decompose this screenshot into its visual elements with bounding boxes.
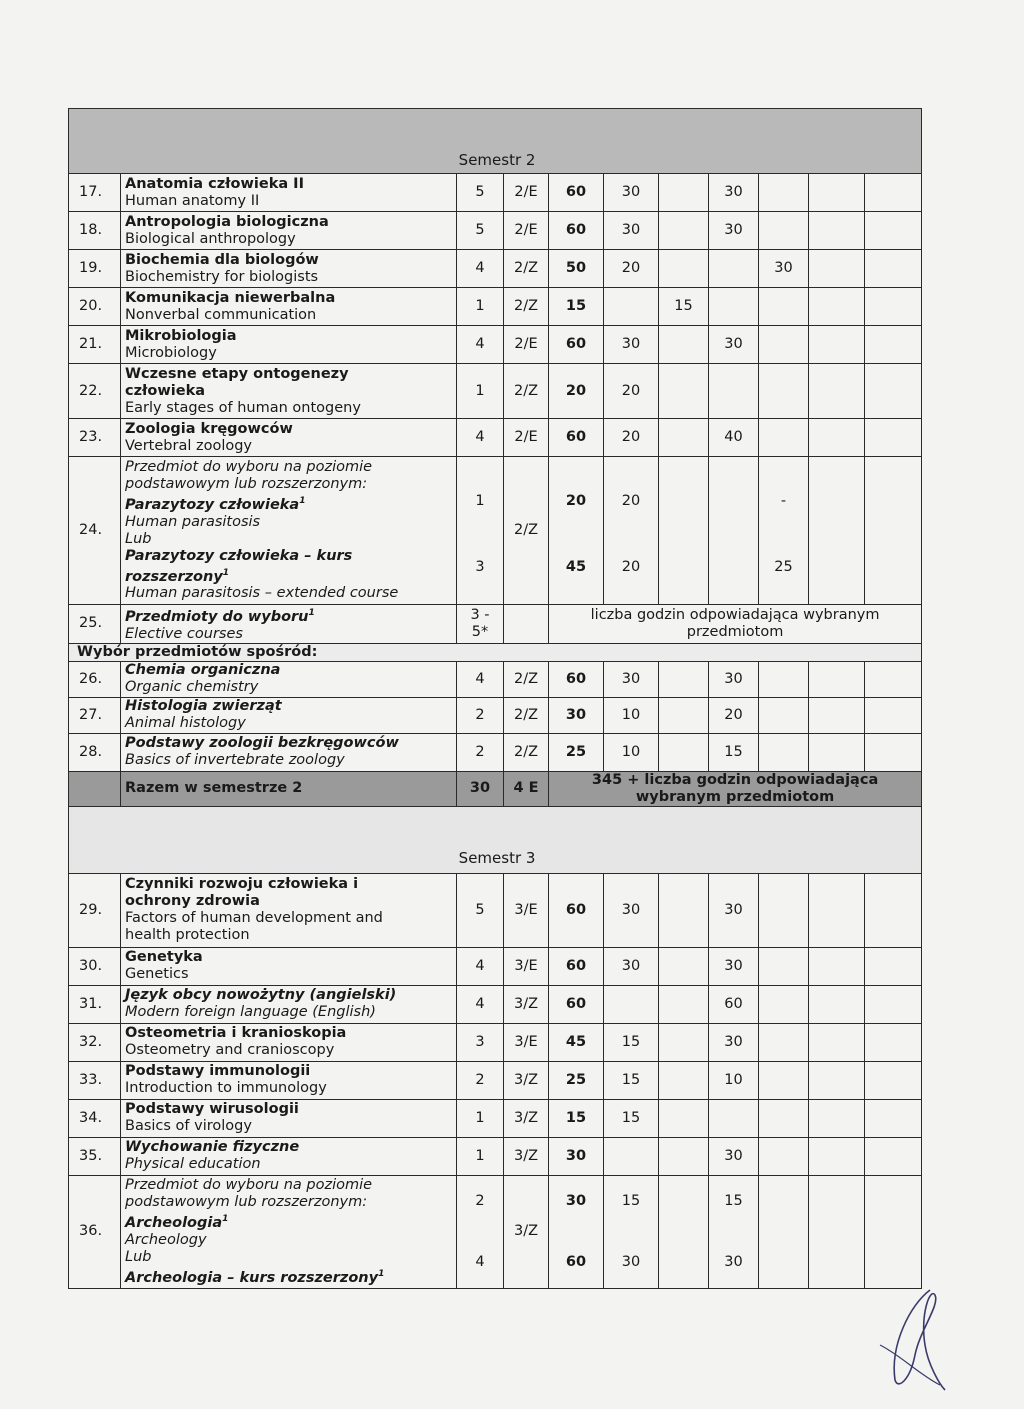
table-row: 28. Podstawy zoologii bezkręgowców Basics of invertebrate zoology 2 2/Z 25 10 15 [69, 733, 922, 771]
table-row: 30. Genetyka Genetics 4 3/E 60 30 30 [69, 947, 922, 985]
course-cell: Chemia organiczna Organic chemistry [121, 661, 457, 697]
course-cell: Przedmiot do wyboru na poziomie podstawowym lub rozszerzonym: Archeologia$^1$ Archeology Lub Archeologia – kurs rozszerzony$^1$ [121, 1175, 457, 1288]
course-cell: Podstawy immunologii Introduction to immunology [121, 1061, 457, 1099]
table-row: 34. Podstawy wirusologii Basics of virology 1 3/Z 15 15 [69, 1099, 922, 1137]
choice-header: Wybór przedmiotów spośród: [69, 643, 922, 661]
table-row: 36. Przedmiot do wyboru na poziomie podstawowym lub rozszerzonym: Archeologia$^1$ Archeology Lub Archeologia – kurs rozszerzony$^1$ 2 4 3/Z 30 60 15 30 15 30 [69, 1175, 922, 1288]
table-row: 27. Histologia zwierząt Animal histology 2 2/Z 30 10 20 [69, 697, 922, 733]
course-cell: Zoologia kręgowców Vertebral zoology [121, 419, 457, 457]
table-row: 31. Język obcy nowożytny (angielski) Modern foreign language (English) 4 3/Z 60 60 [69, 985, 922, 1023]
table-row: 18. Antropologia biologiczna Biological anthropology 5 2/E 60 30 30 [69, 212, 922, 250]
table-row: 35. Wychowanie fizyczne Physical education 1 3/Z 30 30 [69, 1137, 922, 1175]
course-cell: Czynniki rozwoju człowieka i ochrony zdrowia Factors of human development and health protection [121, 873, 457, 947]
table-row: 23. Zoologia kręgowców Vertebral zoology 4 2/E 60 20 40 [69, 419, 922, 457]
table-row: 21. Mikrobiologia Microbiology 4 2/E 60 30 30 [69, 326, 922, 364]
table-row: 17. Anatomia człowieka II Human anatomy II 5 2/E 60 30 30 [69, 174, 922, 212]
course-cell: Przedmioty do wyboru$^1$ Elective courses [121, 605, 457, 644]
course-cell: Histologia zwierząt Animal histology [121, 697, 457, 733]
table-row: 26. Chemia organiczna Organic chemistry 4 2/Z 60 30 30 [69, 661, 922, 697]
curriculum-table [68, 108, 921, 1289]
table-row: 33. Podstawy immunologii Introduction to immunology 2 3/Z 25 15 10 [69, 1061, 922, 1099]
semester-2-title: Semestr 2 [69, 109, 922, 174]
table-row: 24. Przedmiot do wyboru na poziomie podstawowym lub rozszerzonym: Parazytozy człowieka$^1$ Human parasitosis Lub Parazytozy człowieka – kurs rozszerzony$^1$ Human parasitosis – extended course 1 3 2/Z 20 45 20 20 - 25 [69, 457, 922, 605]
table-row: 19. Biochemia dla biologów Biochemistry for biologists 4 2/Z 50 20 30 [69, 250, 922, 288]
semester-3-title: Semestr 3 [69, 806, 922, 873]
table-row: 25. Przedmioty do wyboru$^1$ Elective courses 3 - 5* liczba godzin odpowiadająca wybranym przedmiotom [69, 605, 922, 644]
table-row: 22. Wczesne etapy ontogenezy człowieka Early stages of human ontogeny 1 2/Z 20 20 [69, 364, 922, 419]
course-cell: Biochemia dla biologów Biochemistry for biologists [121, 250, 457, 288]
course-cell: Podstawy wirusologii Basics of virology [121, 1099, 457, 1137]
course-cell: Komunikacja niewerbalna Nonverbal communication [121, 288, 457, 326]
course-cell: Osteometria i kranioskopia Osteometry and cranioscopy [121, 1023, 457, 1061]
table-row: 29. Czynniki rozwoju człowieka i ochrony zdrowia Factors of human development and health protection 5 3/E 60 30 30 [69, 873, 922, 947]
signature [870, 1285, 950, 1395]
course-cell: Mikrobiologia Microbiology [121, 326, 457, 364]
course-cell: Antropologia biologiczna Biological anthropology [121, 212, 457, 250]
table-row: 32. Osteometria i kranioskopia Osteometry and cranioscopy 3 3/E 45 15 30 [69, 1023, 922, 1061]
course-cell: Podstawy zoologii bezkręgowców Basics of invertebrate zoology [121, 733, 457, 771]
course-cell: Anatomia człowieka II Human anatomy II [121, 174, 457, 212]
table-row: 20. Komunikacja niewerbalna Nonverbal communication 1 2/Z 15 15 [69, 288, 922, 326]
course-cell: Wychowanie fizyczne Physical education [121, 1137, 457, 1175]
course-cell: Przedmiot do wyboru na poziomie podstawowym lub rozszerzonym: Parazytozy człowieka$^1$ Human parasitosis Lub Parazytozy człowieka – kurs rozszerzony$^1$ Human parasitosis – extended course [121, 457, 457, 605]
course-cell: Wczesne etapy ontogenezy człowieka Early stages of human ontogeny [121, 364, 457, 419]
course-cell: Genetyka Genetics [121, 947, 457, 985]
course-cell: Język obcy nowożytny (angielski) Modern foreign language (English) [121, 985, 457, 1023]
semester-2-summary: Razem w semestrze 2 30 4 E 345 + liczba godzin odpowiadająca wybranym przedmiotom [69, 771, 922, 806]
